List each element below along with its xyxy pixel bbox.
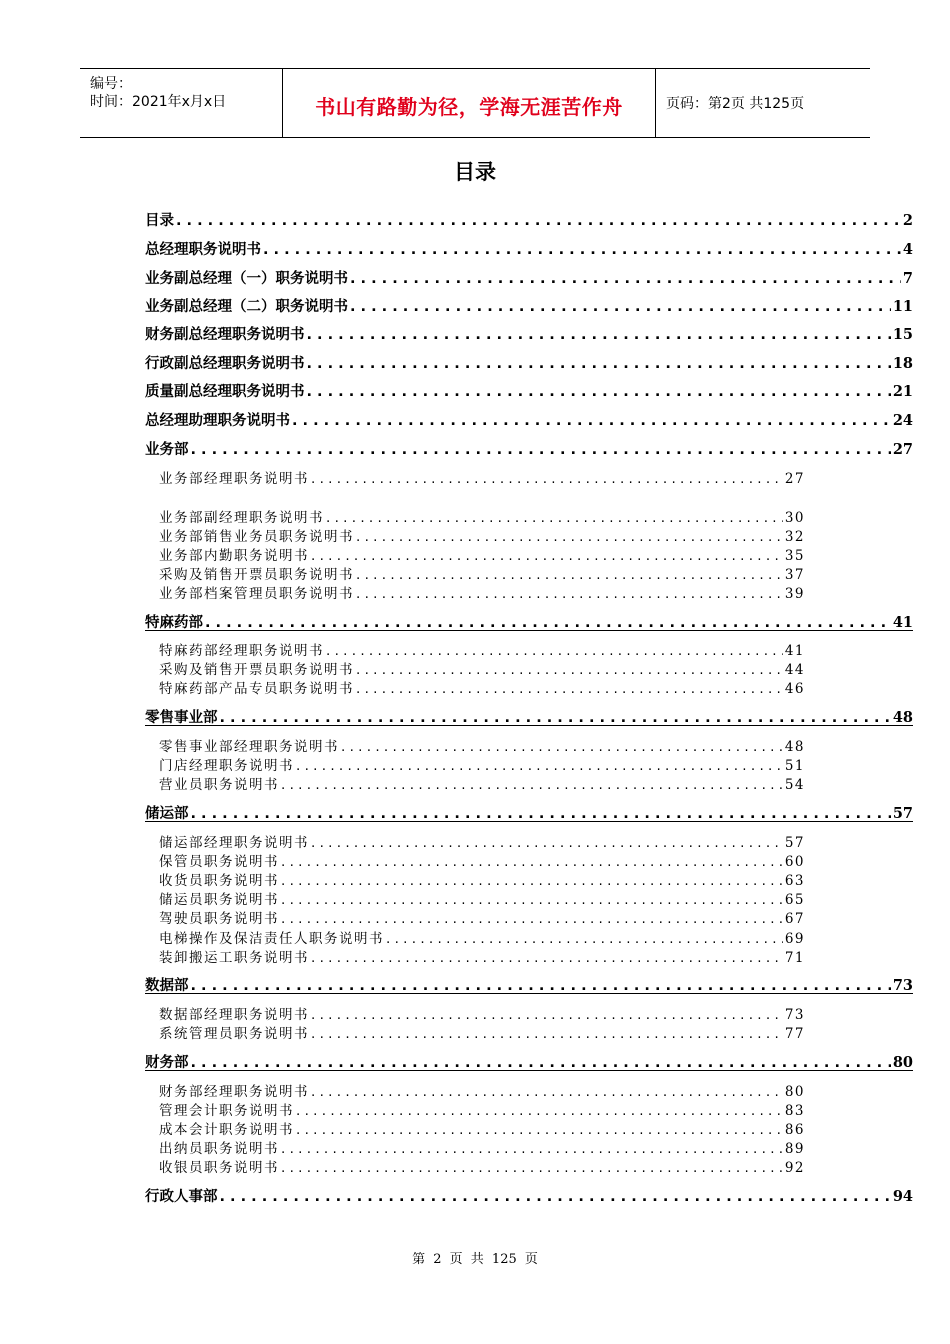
- toc-subentry-title: 特麻药部产品专员职务说明书: [159, 681, 354, 697]
- toc-subentry-title: 电梯操作及保洁责任人职务说明书: [159, 931, 384, 947]
- toc-entry-title: 总经理助理职务说明书: [145, 413, 290, 429]
- toc-leader: [350, 299, 891, 315]
- toc-subentry-page: 69: [784, 931, 805, 947]
- toc-subentry-page: 41: [784, 643, 805, 659]
- toc-subentry-title: 驾驶员职务说明书: [159, 911, 279, 927]
- toc-entry-page: 48: [892, 709, 913, 726]
- toc-subentry-page: 71: [784, 950, 805, 966]
- toc-subentry[interactable]: [159, 869, 805, 889]
- toc-entry-page: 73: [892, 977, 913, 994]
- toc-entry[interactable]: [145, 802, 913, 823]
- toc-subentry[interactable]: [159, 1022, 805, 1042]
- toc-subentry-title: 管理会计职务说明书: [159, 1103, 294, 1119]
- page-title: 目录: [454, 159, 496, 184]
- toc-leader: [281, 911, 783, 927]
- toc-subentry-page: 57: [784, 835, 805, 851]
- toc-subentry-title: 储运员职务说明书: [159, 892, 279, 908]
- toc-leader: [292, 413, 891, 429]
- toc-subentry-title: 采购及销售开票员职务说明书: [159, 662, 354, 678]
- page-footer: 第 2 页 共 125 页: [412, 1252, 538, 1267]
- toc-leader: [296, 758, 783, 774]
- toc-subentry-title: 出纳员职务说明书: [159, 1141, 279, 1157]
- toc-subentry-title: 零售事业部经理职务说明书: [159, 739, 339, 755]
- toc-entry-title: 数据部: [145, 978, 189, 994]
- toc-entry[interactable]: [145, 380, 913, 401]
- toc-subentry[interactable]: [159, 850, 805, 870]
- toc-subentry-page: 54: [784, 777, 805, 793]
- toc-entry-title: 特麻药部: [145, 615, 203, 631]
- toc-subentry-page: 89: [784, 1141, 805, 1157]
- toc-subentry[interactable]: [159, 658, 805, 678]
- toc-leader: [356, 567, 783, 583]
- toc-leader: [307, 356, 891, 372]
- toc-subentry-page: 30: [784, 510, 805, 526]
- toc-leader: [281, 1141, 783, 1157]
- toc-subentry-page: 86: [784, 1122, 805, 1138]
- toc-entry-page: 41: [892, 614, 913, 631]
- toc-leader: [356, 529, 783, 545]
- toc-entry[interactable]: [145, 1185, 913, 1206]
- toc-leader: [220, 710, 891, 726]
- toc-entry-title: 业务副总经理（一）职务说明书: [145, 271, 348, 287]
- toc-subentry[interactable]: [159, 506, 805, 526]
- toc-leader: [191, 806, 891, 822]
- toc-leader: [281, 892, 783, 908]
- toc-leader: [311, 1084, 783, 1100]
- toc-subentry[interactable]: [159, 773, 805, 793]
- toc-subentry-page: 48: [784, 739, 805, 755]
- toc-entry-page: 57: [892, 805, 913, 822]
- toc-entry-page: 80: [892, 1054, 913, 1071]
- header-page-info: 页码：第2页 共125页: [666, 96, 805, 112]
- toc-entry-title: 质量副总经理职务说明书: [145, 384, 305, 400]
- toc-subentry-page: 35: [784, 548, 805, 564]
- toc-entry-page: 21: [892, 383, 913, 400]
- toc-entry[interactable]: [145, 706, 913, 727]
- toc-subentry[interactable]: [159, 907, 805, 927]
- toc-subentry[interactable]: [159, 525, 805, 545]
- toc-leader: [311, 835, 783, 851]
- toc-entry-title: 业务部: [145, 442, 189, 458]
- toc-entry[interactable]: [145, 352, 913, 373]
- toc-leader: [263, 242, 901, 258]
- toc-subentry-title: 数据部经理职务说明书: [159, 1007, 309, 1023]
- toc-subentry[interactable]: [159, 1156, 805, 1176]
- toc-entry[interactable]: [145, 438, 913, 459]
- toc-subentry-page: 37: [784, 567, 805, 583]
- toc-entry-title: 总经理职务说明书: [145, 242, 261, 258]
- toc-subentry[interactable]: [159, 582, 805, 602]
- document-time-label: 时间：2021年x月x日: [90, 94, 227, 110]
- toc-subentry-title: 采购及销售开票员职务说明书: [159, 567, 354, 583]
- toc-leader: [341, 739, 783, 755]
- toc-entry-page: 18: [892, 355, 913, 372]
- toc-entry-page: 94: [892, 1188, 913, 1205]
- toc-subentry-page: 60: [784, 854, 805, 870]
- toc-subentry-page: 39: [784, 586, 805, 602]
- toc-leader: [356, 586, 783, 602]
- toc-subentry[interactable]: [159, 563, 805, 583]
- toc-entry[interactable]: [145, 611, 913, 632]
- toc-subentry[interactable]: [159, 831, 805, 851]
- toc-leader: [350, 271, 901, 287]
- toc-subentry[interactable]: [159, 639, 805, 659]
- toc-entry-page: 15: [892, 326, 913, 343]
- toc-subentry-title: 业务部副经理职务说明书: [159, 510, 324, 526]
- toc-entry-title: 行政副总经理职务说明书: [145, 356, 305, 372]
- toc-leader: [191, 978, 891, 994]
- toc-entry-page: 27: [892, 441, 913, 458]
- toc-subentry[interactable]: [159, 1118, 805, 1138]
- toc-leader: [311, 950, 783, 966]
- toc-leader: [281, 1160, 783, 1176]
- section-divider: [145, 1070, 913, 1071]
- toc-entry-title: 储运部: [145, 806, 189, 822]
- toc-leader: [281, 777, 783, 793]
- toc-leader: [205, 615, 891, 631]
- toc-subentry-title: 装卸搬运工职务说明书: [159, 950, 309, 966]
- toc-entry-page: 2: [902, 212, 913, 229]
- toc-leader: [296, 1103, 783, 1119]
- toc-leader: [356, 662, 783, 678]
- toc-leader: [281, 854, 783, 870]
- toc-leader: [311, 1007, 783, 1023]
- toc-subentry-title: 保管员职务说明书: [159, 854, 279, 870]
- toc-subentry[interactable]: [159, 1003, 805, 1023]
- toc-subentry[interactable]: [159, 946, 805, 966]
- toc-subentry-page: 65: [784, 892, 805, 908]
- toc-subentry-page: 51: [784, 758, 805, 774]
- toc-subentry[interactable]: [159, 1099, 805, 1119]
- toc-entry-page: 11: [892, 298, 913, 315]
- section-divider: [145, 725, 913, 726]
- toc-subentry-page: 67: [784, 911, 805, 927]
- toc-entry-title: 零售事业部: [145, 710, 218, 726]
- toc-subentry-page: 63: [784, 873, 805, 889]
- toc-entry-page: 4: [902, 241, 913, 258]
- toc-subentry-title: 业务部内勤职务说明书: [159, 548, 309, 564]
- section-divider: [145, 993, 913, 994]
- toc-subentry-title: 特麻药部经理职务说明书: [159, 643, 324, 659]
- toc-leader: [176, 213, 901, 229]
- toc-subentry[interactable]: [159, 1080, 805, 1100]
- toc-entry[interactable]: [145, 1051, 913, 1072]
- toc-subentry-title: 业务部档案管理员职务说明书: [159, 586, 354, 602]
- toc-leader: [311, 1026, 783, 1042]
- toc-subentry-title: 成本会计职务说明书: [159, 1122, 294, 1138]
- toc-leader: [307, 384, 891, 400]
- toc-subentry-title: 营业员职务说明书: [159, 777, 279, 793]
- section-divider: [145, 630, 913, 631]
- toc-entry[interactable]: [145, 323, 913, 344]
- toc-entry[interactable]: [145, 267, 913, 288]
- toc-entry-page: 7: [902, 270, 913, 287]
- toc-subentry[interactable]: [159, 888, 805, 908]
- toc-subentry-page: 32: [784, 529, 805, 545]
- toc-subentry[interactable]: [159, 754, 805, 774]
- toc-subentry-title: 财务部经理职务说明书: [159, 1084, 309, 1100]
- toc-leader: [191, 442, 891, 458]
- toc-subentry-page: 44: [784, 662, 805, 678]
- toc-leader: [191, 1055, 891, 1071]
- toc-entry[interactable]: [145, 974, 913, 995]
- toc-entry-title: 业务副总经理（二）职务说明书: [145, 299, 348, 315]
- toc-subentry-page: 46: [784, 681, 805, 697]
- toc-leader: [326, 643, 783, 659]
- document-number-label: 编号：: [90, 76, 132, 92]
- toc-leader: [220, 1189, 891, 1205]
- toc-subentry-title: 门店经理职务说明书: [159, 758, 294, 774]
- toc-entry[interactable]: [145, 238, 913, 259]
- toc-leader: [326, 510, 783, 526]
- toc-entry[interactable]: [145, 409, 913, 430]
- toc-subentry[interactable]: [159, 927, 805, 947]
- toc-subentry-title: 系统管理员职务说明书: [159, 1026, 309, 1042]
- toc-leader: [311, 471, 783, 487]
- toc-entry[interactable]: [145, 295, 913, 316]
- toc-entry-title: 行政人事部: [145, 1189, 218, 1205]
- toc-subentry[interactable]: [159, 467, 805, 487]
- toc-subentry[interactable]: [159, 735, 805, 755]
- toc-subentry[interactable]: [159, 677, 805, 697]
- toc-leader: [307, 327, 891, 343]
- toc-leader: [311, 548, 783, 564]
- toc-subentry-title: 业务部销售业务员职务说明书: [159, 529, 354, 545]
- toc-subentry-title: 储运部经理职务说明书: [159, 835, 309, 851]
- toc-entry-page: 24: [892, 412, 913, 429]
- toc-entry-title: 财务部: [145, 1055, 189, 1071]
- toc-subentry-title: 业务部经理职务说明书: [159, 471, 309, 487]
- toc-subentry-title: 收银员职务说明书: [159, 1160, 279, 1176]
- toc-leader: [281, 873, 783, 889]
- toc-leader: [386, 931, 783, 947]
- toc-subentry-page: 73: [784, 1007, 805, 1023]
- toc-subentry[interactable]: [159, 1137, 805, 1157]
- toc-entry[interactable]: [145, 209, 913, 230]
- toc-subentry-page: 80: [784, 1084, 805, 1100]
- toc-subentry-page: 92: [784, 1160, 805, 1176]
- toc-subentry[interactable]: [159, 544, 805, 564]
- toc-leader: [356, 681, 783, 697]
- toc-leader: [296, 1122, 783, 1138]
- toc-subentry-title: 收货员职务说明书: [159, 873, 279, 889]
- toc-subentry-page: 77: [784, 1026, 805, 1042]
- toc-entry-title: 目录: [145, 213, 174, 229]
- header-motto: 书山有路勤为径，学海无涯苦作舟: [315, 95, 623, 119]
- toc-subentry-page: 27: [784, 471, 805, 487]
- toc-subentry-page: 83: [784, 1103, 805, 1119]
- toc-entry-title: 财务副总经理职务说明书: [145, 327, 305, 343]
- section-divider: [145, 821, 913, 822]
